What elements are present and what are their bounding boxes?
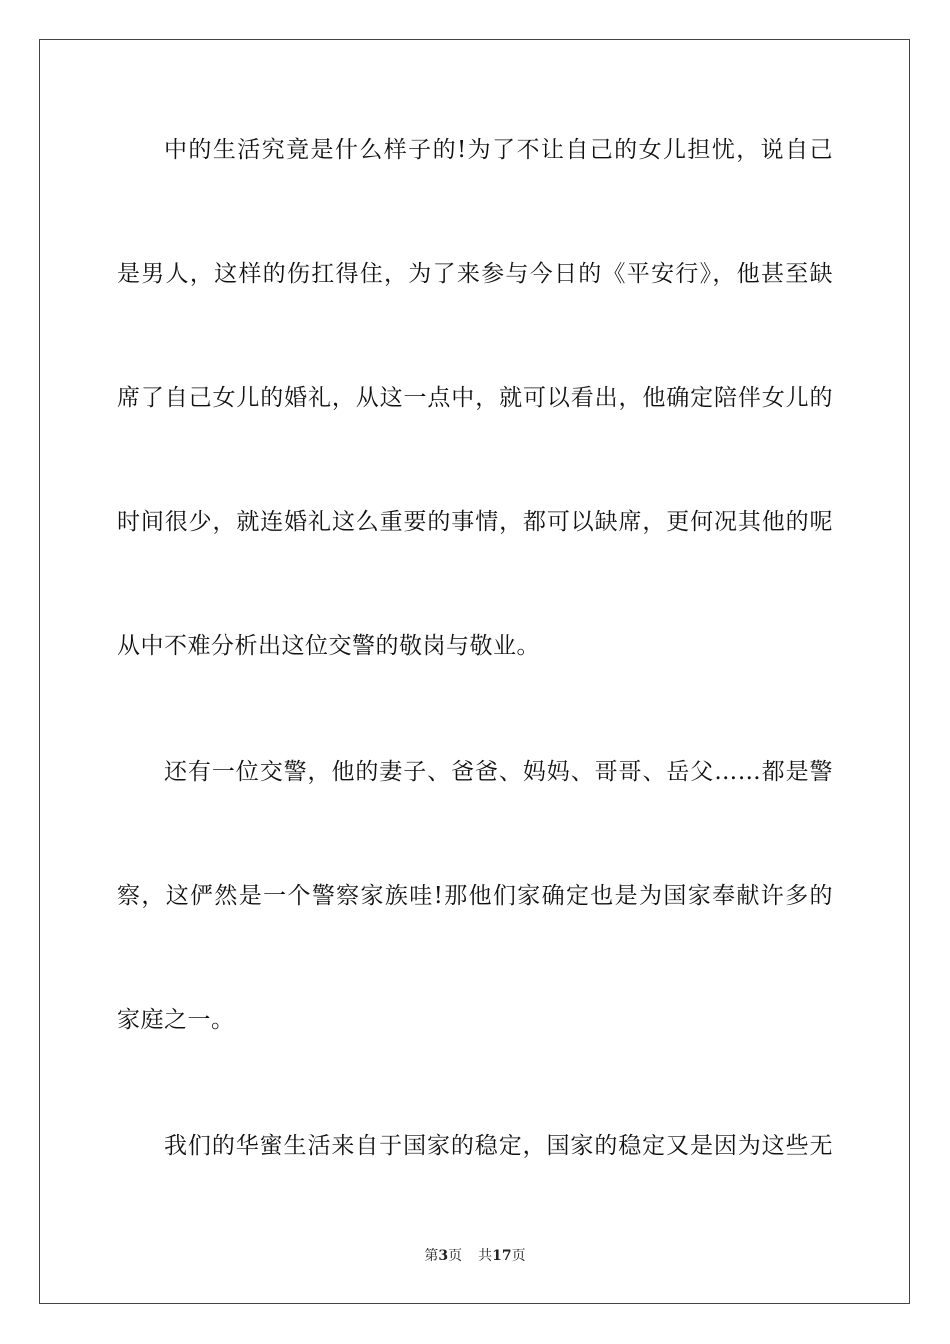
page-border xyxy=(39,39,910,1304)
paragraph-line: 是男人，这样的伤扛得住，为了来参与今日的《平安行》，他甚至缺 xyxy=(117,261,833,287)
paragraph-line: 席了自己女儿的婚礼，从这一点中，就可以看出，他确定陪伴女儿的 xyxy=(117,385,833,411)
total-suffix: 页 xyxy=(511,1248,526,1264)
paragraph-line: 时间很少，就连婚礼这么重要的事情，都可以缺席，更何况其他的呢 xyxy=(117,509,833,535)
paragraph-line: 我们的华蜜生活来自于国家的稳定，国家的稳定又是因为这些无 xyxy=(164,1133,833,1159)
page-footer xyxy=(0,1247,950,1265)
total-pages: 17 xyxy=(492,1248,512,1264)
paragraph-line: 还有一位交警，他的妻子、爸爸、妈妈、哥哥、岳父……都是警 xyxy=(164,759,833,785)
page-number: 3 xyxy=(438,1248,449,1264)
paragraph-line: 家庭之一。 xyxy=(117,1007,235,1033)
page-suffix: 页 xyxy=(448,1248,463,1264)
total-prefix: 共 xyxy=(478,1248,493,1264)
paragraph-line: 中的生活究竟是什么样子的!为了不让自己的女儿担忧，说自己 xyxy=(164,137,833,163)
paragraph-line: 察，这俨然是一个警察家族哇!那他们家确定也是为国家奉献许多的 xyxy=(117,883,833,909)
paragraph-line: 从中不难分析出这位交警的敬岗与敬业。 xyxy=(117,633,540,659)
page-prefix: 第 xyxy=(424,1248,439,1264)
